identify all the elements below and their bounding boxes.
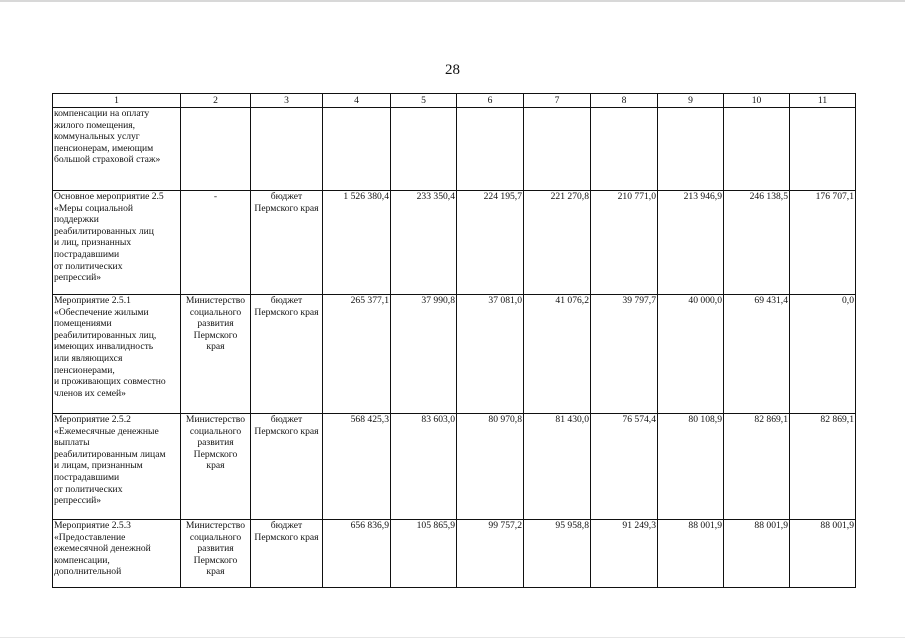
value-cell: 82 869,1 [724,414,790,520]
executor-cell: Министерство социального развития Пермского края [181,295,251,414]
value-cell [524,108,591,191]
value-cell [790,108,856,191]
value-cell: 69 431,4 [724,295,790,414]
page-number: 28 [445,62,460,78]
column-header: 8 [591,94,658,108]
table-row [53,191,856,295]
value-cell: 265 377,1 [323,295,391,414]
value-cell: 41 076,2 [524,295,591,414]
column-header: 5 [391,94,457,108]
funding-source-cell: бюджет Пермского края [251,191,323,295]
executor-cell [181,108,251,191]
value-cell: 105 865,9 [391,520,457,588]
column-header: 3 [251,94,323,108]
value-cell: 91 249,3 [591,520,658,588]
measure-name-cell: Мероприятие 2.5.3 «Предоставление ежемесячной денежной компенсации, дополнительной [53,520,181,588]
value-cell: 221 270,8 [524,191,591,295]
executor-cell: - [181,191,251,295]
funding-source-cell: бюджет Пермского края [251,295,323,414]
scan-edge-line-bottom [0,637,905,638]
value-cell: 76 574,4 [591,414,658,520]
value-cell: 88 001,9 [790,520,856,588]
value-cell [457,108,524,191]
value-cell [391,108,457,191]
value-cell: 210 771,0 [591,191,658,295]
value-cell: 656 836,9 [323,520,391,588]
value-cell [323,108,391,191]
measure-name-cell: компенсации на оплату жилого помещения, коммунальных услуг пенсионерам, имеющим большой страховой стаж» [53,108,181,191]
value-cell: 0,0 [790,295,856,414]
table-header-row [53,94,856,108]
table-row [53,295,856,414]
column-header: 2 [181,94,251,108]
funding-source-cell: бюджет Пермского края [251,520,323,588]
column-header: 10 [724,94,790,108]
measure-name-cell: Основное мероприятие 2.5 «Меры социальной поддержки реабилитированных лиц и лиц, признанных пострадавшими от политических репрессий» [53,191,181,295]
value-cell: 37 081,0 [457,295,524,414]
value-cell: 81 430,0 [524,414,591,520]
value-cell: 88 001,9 [658,520,724,588]
value-cell: 95 958,8 [524,520,591,588]
value-cell: 80 970,8 [457,414,524,520]
column-header: 4 [323,94,391,108]
funding-source-cell: бюджет Пермского края [251,414,323,520]
funding-source-cell [251,108,323,191]
column-header: 9 [658,94,724,108]
table-row [53,414,856,520]
value-cell: 83 603,0 [391,414,457,520]
value-cell: 99 757,2 [457,520,524,588]
measure-name-cell: Мероприятие 2.5.1 «Обеспечение жилыми помещениями реабилитированных лиц, имеющих инвалидность или являющихся пенсионерами, и проживающих совместно членов их семей» [53,295,181,414]
measure-name-cell: Мероприятие 2.5.2 «Ежемесячные денежные выплаты реабилитированным лицам и лицам, признанным пострадавшими от политических репрессий» [53,414,181,520]
value-cell: 39 797,7 [591,295,658,414]
value-cell: 1 526 380,4 [323,191,391,295]
value-cell [591,108,658,191]
value-cell [724,108,790,191]
value-cell: 176 707,1 [790,191,856,295]
budget-table [52,93,856,588]
column-header: 1 [53,94,181,108]
value-cell: 37 990,8 [391,295,457,414]
table-row [53,520,856,588]
value-cell: 568 425,3 [323,414,391,520]
value-cell [658,108,724,191]
column-header: 11 [790,94,856,108]
scan-edge-line [0,0,905,2]
column-header: 6 [457,94,524,108]
value-cell: 233 350,4 [391,191,457,295]
value-cell: 82 869,1 [790,414,856,520]
value-cell: 88 001,9 [724,520,790,588]
table-row [53,108,856,191]
executor-cell: Министерство социального развития Пермского края [181,520,251,588]
value-cell: 80 108,9 [658,414,724,520]
value-cell: 246 138,5 [724,191,790,295]
value-cell: 213 946,9 [658,191,724,295]
value-cell: 40 000,0 [658,295,724,414]
value-cell: 224 195,7 [457,191,524,295]
executor-cell: Министерство социального развития Пермского края [181,414,251,520]
column-header: 7 [524,94,591,108]
